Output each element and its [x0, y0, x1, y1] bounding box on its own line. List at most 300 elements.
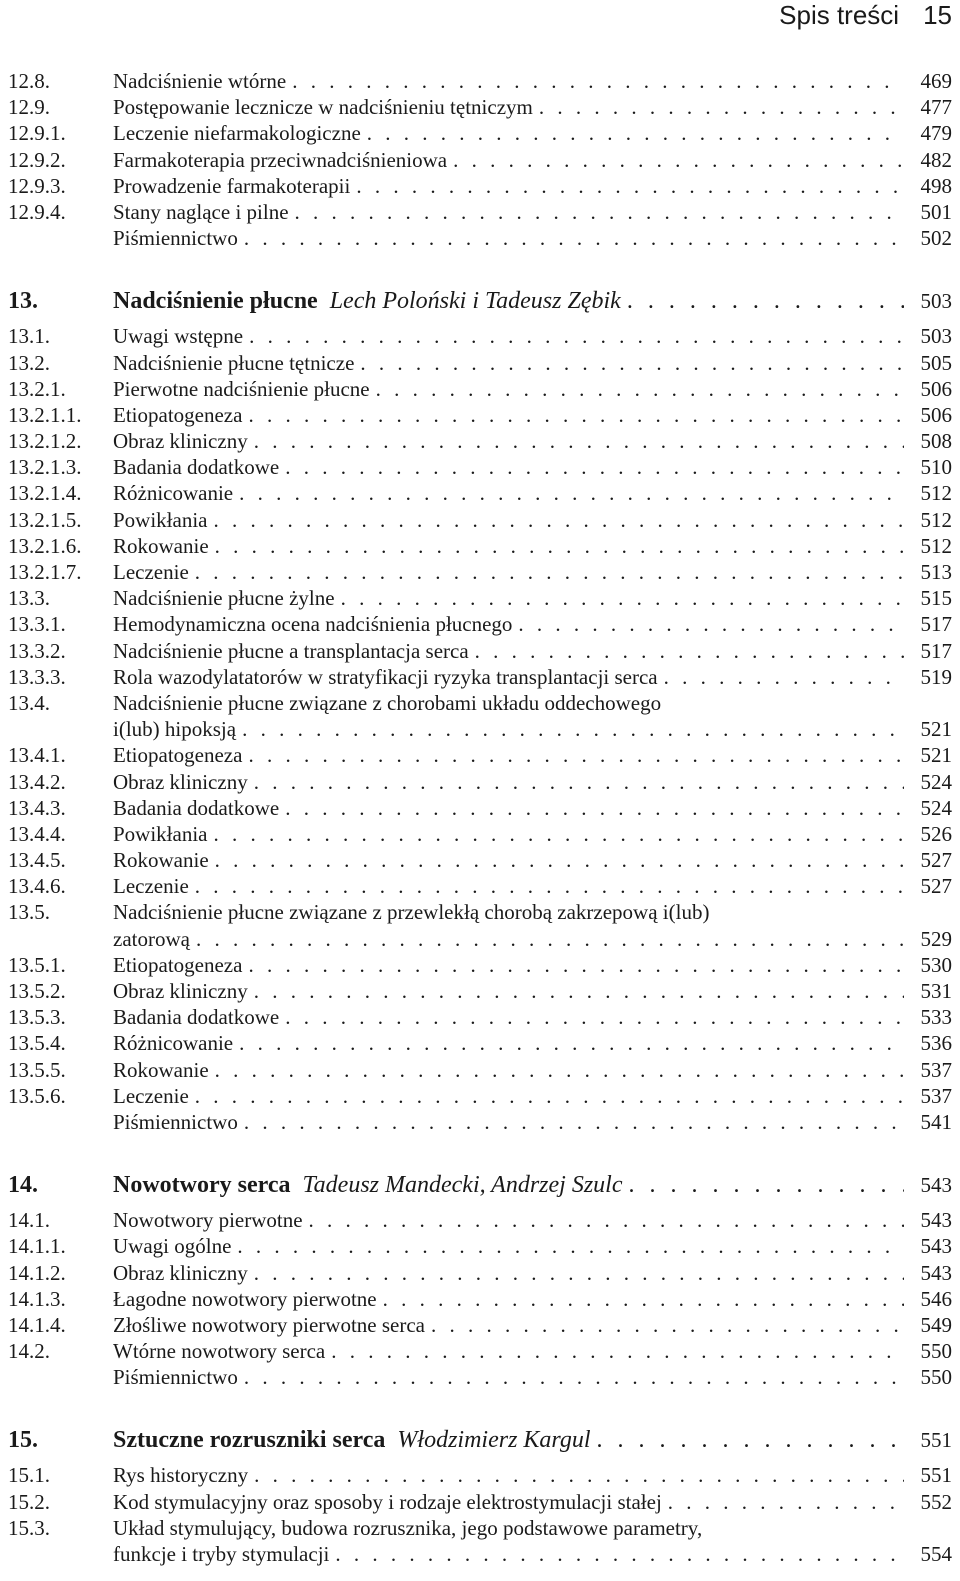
dot-leader — [238, 1109, 904, 1135]
entry-number: 13.2.1.3. — [8, 455, 82, 480]
entry-number: 13.4.3. — [8, 795, 66, 820]
entry-title-wrap — [113, 454, 904, 480]
entry-number: 13.2.1. — [8, 376, 66, 401]
page-reference: 533 — [920, 1005, 952, 1030]
dot-leader — [289, 199, 904, 225]
dot-leader — [279, 1004, 904, 1030]
section-title: Spis treści — [779, 0, 900, 30]
toc-entry-row[interactable] — [0, 94, 960, 120]
toc-entry-row[interactable] — [0, 507, 960, 533]
entry-title-wrap — [113, 1312, 904, 1338]
toc-entry-row[interactable] — [0, 1286, 960, 1312]
toc-entry-row[interactable] — [0, 638, 960, 664]
entry-title: Nadciśnienie płucne tętnicze — [113, 350, 355, 375]
page-reference: 537 — [920, 1057, 952, 1082]
page-reference: 508 — [920, 429, 952, 454]
toc-entry-row[interactable] — [0, 120, 960, 146]
entry-number: 13.2.1.1. — [8, 402, 82, 427]
entry-title-wrap — [113, 847, 904, 873]
entry-title-wrap — [113, 585, 904, 611]
entry-title-wrap — [113, 611, 904, 637]
page-reference: 501 — [920, 199, 952, 224]
entry-title: Różnicowanie — [113, 481, 234, 506]
entry-title: Nowotwory pierwotne — [113, 1208, 303, 1233]
dot-leader — [329, 1541, 904, 1567]
page-reference: 521 — [920, 743, 952, 768]
entry-title-wrap — [113, 926, 904, 952]
entry-title-wrap — [113, 664, 904, 690]
entry-title-wrap — [113, 821, 904, 847]
entry-number: 13.2.1.5. — [8, 507, 82, 532]
entry-title: Piśmiennictwo — [113, 1365, 238, 1390]
entry-title: Powikłania — [113, 821, 208, 846]
page-reference: 530 — [920, 952, 952, 977]
toc-entry-row[interactable] — [0, 323, 960, 349]
page-reference: 552 — [920, 1489, 952, 1514]
entry-number: 13.5.4. — [8, 1031, 66, 1056]
page-reference: 469 — [920, 69, 952, 93]
entry-number: 14.1.2. — [8, 1260, 66, 1285]
dot-leader — [286, 68, 904, 94]
toc-entry-row[interactable] — [0, 559, 960, 585]
dot-leader — [242, 402, 904, 428]
entry-number: 13.2.1.4. — [8, 481, 82, 506]
dot-leader — [248, 1260, 904, 1286]
page-reference: 527 — [920, 848, 952, 873]
dot-leader — [242, 742, 904, 768]
entry-title-wrap — [113, 225, 904, 251]
entry-title: Leczenie — [113, 1083, 189, 1108]
chapter-heading — [113, 279, 621, 323]
toc-entry-row[interactable] — [0, 1109, 960, 1135]
entry-number: 13.3.3. — [8, 664, 66, 689]
toc-chapter-row[interactable] — [0, 1418, 960, 1462]
entry-number: 13.4.1. — [8, 743, 66, 768]
dot-leader — [209, 533, 904, 559]
entry-title: Rokowanie — [113, 848, 209, 873]
dot-leader — [303, 1207, 904, 1233]
dot-leader — [236, 716, 904, 742]
page-reference: 503 — [920, 324, 952, 349]
entry-title: Rola wazodylatatorów w stratyfikacji ryzyka transplantacji serca — [113, 664, 658, 689]
chapter-heading — [113, 1418, 591, 1462]
page-reference: 536 — [920, 1031, 952, 1056]
page-reference: 524 — [920, 769, 952, 794]
entry-title-wrap — [113, 1030, 904, 1056]
chapter-spacer — [0, 251, 960, 273]
entry-title: Piśmiennictwo — [113, 1109, 238, 1134]
page-reference: 512 — [920, 481, 952, 506]
chapter-authors: Lech Poloński i Tadeusz Zębik — [329, 288, 621, 315]
entry-title: Postępowanie lecznicze w nadciśnieniu tętniczym — [113, 95, 533, 120]
entry-title: Etiopatogeneza — [113, 402, 243, 427]
entry-title-wrap — [113, 1515, 904, 1541]
chapter-title-wrap — [113, 279, 904, 323]
entry-title: Badania dodatkowe — [113, 795, 280, 820]
entry-number: 15.2. — [8, 1489, 50, 1514]
toc-entry-row[interactable] — [0, 68, 960, 94]
entry-number: 13.2.1.6. — [8, 533, 82, 558]
entry-number: 12.9. — [8, 95, 50, 120]
toc-entry-row[interactable] — [0, 795, 960, 821]
entry-title-wrap — [113, 873, 904, 899]
entry-title: Nadciśnienie płucne związane z chorobami układu oddechowego — [113, 690, 662, 715]
toc-entry-row[interactable] — [0, 742, 960, 768]
entry-title: Obraz kliniczny — [113, 1260, 248, 1285]
toc-entry-row[interactable] — [0, 1057, 960, 1083]
entry-title: Złośliwe nowotwory pierwotne serca — [113, 1312, 425, 1337]
page-reference: 477 — [920, 95, 952, 120]
page-reference: 537 — [920, 1083, 952, 1108]
page-number: 15 — [923, 0, 952, 30]
toc-entry-row[interactable] — [0, 873, 960, 899]
dot-leader — [354, 350, 904, 376]
entry-number: 12.9.2. — [8, 147, 66, 172]
toc-entry-row[interactable] — [0, 480, 960, 506]
entry-title-wrap — [113, 1260, 904, 1286]
dot-leader — [325, 1338, 904, 1364]
entry-number: 14.1.1. — [8, 1234, 66, 1259]
dot-leader — [189, 1083, 904, 1109]
entry-title-wrap — [113, 350, 904, 376]
entry-title-wrap — [113, 899, 904, 925]
page-reference: 541 — [920, 1109, 952, 1134]
entry-title-wrap — [113, 1338, 904, 1364]
entry-title: Powikłania — [113, 507, 208, 532]
toc-entry-row[interactable] — [0, 1030, 960, 1056]
dot-leader — [350, 173, 904, 199]
toc-entry-row[interactable] — [0, 350, 960, 376]
page-reference: 554 — [920, 1542, 952, 1566]
entry-number: 12.9.1. — [8, 121, 66, 146]
dot-leader — [279, 454, 904, 480]
entry-number: 12.9.3. — [8, 173, 66, 198]
toc-entry-row[interactable] — [0, 664, 960, 690]
dot-leader — [335, 585, 904, 611]
dot-leader — [377, 1286, 904, 1312]
toc-entry-row[interactable] — [0, 978, 960, 1004]
chapter-authors: Włodzimierz Kargul — [397, 1427, 591, 1454]
entry-title: Wtórne nowotwory serca — [113, 1339, 326, 1364]
entry-title: Nadciśnienie płucne a transplantacja serca — [113, 638, 469, 663]
chapter-spacer — [0, 1135, 960, 1157]
page-reference: 529 — [920, 926, 952, 951]
table-of-contents — [0, 68, 960, 1567]
entry-title-wrap — [113, 1109, 904, 1135]
entry-number: 13.4.2. — [8, 769, 66, 794]
entry-title-wrap — [113, 1541, 904, 1567]
dot-leader — [242, 952, 904, 978]
dot-leader — [658, 664, 904, 690]
entry-title: Farmakoterapia przeciwnadciśnieniowa — [113, 147, 448, 172]
dot-leader — [243, 323, 904, 349]
page-reference: 526 — [920, 821, 952, 846]
toc-entry-continuation[interactable] — [0, 926, 960, 952]
dot-leader — [447, 147, 904, 173]
page-reference: 506 — [920, 402, 952, 427]
toc-chapter-row[interactable] — [0, 1163, 960, 1207]
entry-title: Badania dodatkowe — [113, 455, 280, 480]
dot-leader — [623, 1163, 905, 1207]
dot-leader — [662, 1489, 904, 1515]
page-reference: 517 — [920, 612, 952, 637]
entry-title-wrap — [113, 1004, 904, 1030]
entry-number: 14.1. — [8, 1208, 50, 1233]
dot-leader — [248, 1462, 904, 1488]
entry-title-wrap — [113, 428, 904, 454]
toc-entry-row[interactable] — [0, 690, 960, 716]
toc-entry-row[interactable] — [0, 1462, 960, 1488]
dot-leader — [248, 978, 904, 1004]
dot-leader — [238, 225, 904, 251]
toc-chapter-row[interactable] — [0, 279, 960, 323]
toc-entry-row[interactable] — [0, 1515, 960, 1541]
running-head — [779, 0, 952, 40]
entry-title: Hemodynamiczna ocena nadciśnienia płucnego — [113, 612, 513, 637]
entry-number: 13.1. — [8, 324, 50, 349]
entry-title-wrap — [113, 323, 904, 349]
entry-title: Pierwotne nadciśnienie płucne — [113, 376, 370, 401]
entry-number: 13.3.2. — [8, 638, 66, 663]
entry-title-wrap — [113, 1207, 904, 1233]
toc-entry-row[interactable] — [0, 611, 960, 637]
entry-title: Stany naglące i pilne — [113, 199, 289, 224]
page-reference: 527 — [920, 874, 952, 899]
toc-entry-row[interactable] — [0, 899, 960, 925]
dot-leader — [591, 1418, 904, 1462]
entry-title: Leczenie niefarmakologiczne — [113, 121, 361, 146]
dot-leader — [512, 611, 904, 637]
chapter-authors: Tadeusz Mandecki, Andrzej Szulc — [302, 1172, 623, 1199]
toc-entry-row[interactable] — [0, 147, 960, 173]
entry-title: Leczenie — [113, 874, 189, 899]
chapter-number: 15. — [8, 1427, 38, 1454]
entry-title: Różnicowanie — [113, 1031, 234, 1056]
dot-leader — [189, 559, 904, 585]
entry-number: 13.4.6. — [8, 874, 66, 899]
page-reference: 524 — [920, 795, 952, 820]
entry-title-wrap — [113, 376, 904, 402]
chapter-title-wrap — [113, 1418, 904, 1462]
entry-title: Układ stymulujący, budowa rozrusznika, jego podstawowe parametry, — [113, 1515, 703, 1540]
page-reference: 498 — [920, 173, 952, 198]
dot-leader — [533, 94, 904, 120]
toc-entry-row[interactable] — [0, 1364, 960, 1390]
entry-title-wrap — [113, 1286, 904, 1312]
toc-entry-row[interactable] — [0, 769, 960, 795]
entry-title: Rokowanie — [113, 1057, 209, 1082]
dot-leader — [209, 1057, 904, 1083]
entry-title: Rys historyczny — [113, 1463, 249, 1488]
dot-leader — [189, 873, 904, 899]
toc-entry-row[interactable] — [0, 585, 960, 611]
entry-title-continuation: zatorową — [113, 926, 190, 951]
entry-number: 14.2. — [8, 1339, 50, 1364]
dot-leader — [248, 769, 904, 795]
page-reference: 551 — [920, 1428, 952, 1453]
entry-title: Nadciśnienie wtórne — [113, 69, 287, 93]
toc-entry-row[interactable] — [0, 1489, 960, 1515]
entry-number: 13.4.4. — [8, 821, 66, 846]
toc-entry-row[interactable] — [0, 454, 960, 480]
entry-title-continuation: funkcje i tryby stymulacji — [113, 1542, 330, 1566]
toc-entry-continuation[interactable] — [0, 716, 960, 742]
page-reference: 543 — [920, 1234, 952, 1259]
toc-entry-row[interactable] — [0, 1083, 960, 1109]
entry-title-wrap — [113, 120, 904, 146]
toc-entry-row[interactable] — [0, 847, 960, 873]
toc-entry-row[interactable] — [0, 533, 960, 559]
toc-entry-row[interactable] — [0, 952, 960, 978]
toc-entry-row[interactable] — [0, 1312, 960, 1338]
entry-title: Etiopatogeneza — [113, 952, 243, 977]
toc-entry-row[interactable] — [0, 1338, 960, 1364]
entry-title-wrap — [113, 402, 904, 428]
page-reference: 512 — [920, 507, 952, 532]
page-reference: 502 — [920, 226, 952, 251]
page-reference: 515 — [920, 586, 952, 611]
entry-title-wrap — [113, 795, 904, 821]
dot-leader — [190, 926, 904, 952]
entry-number: 13.5. — [8, 900, 50, 925]
entry-title: Kod stymulacyjny oraz sposoby i rodzaje elektrostymulacji stałej — [113, 1489, 662, 1514]
page-reference: 543 — [920, 1173, 952, 1198]
entry-title-wrap — [113, 716, 904, 742]
dot-leader — [248, 428, 904, 454]
entry-title-continuation: i(lub) hipoksją — [113, 717, 237, 742]
entry-number: 13.5.1. — [8, 952, 66, 977]
entry-title-wrap — [113, 638, 904, 664]
entry-title: Piśmiennictwo — [113, 226, 238, 251]
page-reference: 543 — [920, 1208, 952, 1233]
entry-title: Etiopatogeneza — [113, 743, 243, 768]
toc-entry-row[interactable] — [0, 1260, 960, 1286]
chapter-title: Nadciśnienie płucne — [113, 288, 318, 315]
entry-title-wrap — [113, 1083, 904, 1109]
dot-leader — [209, 847, 904, 873]
page-reference: 549 — [920, 1312, 952, 1337]
chapter-number: 13. — [8, 288, 38, 315]
entry-title-wrap — [113, 952, 904, 978]
entry-number: 12.8. — [8, 69, 50, 93]
page-reference: 531 — [920, 979, 952, 1003]
entry-title-wrap — [113, 147, 904, 173]
entry-title-wrap — [113, 94, 904, 120]
entry-number: 12.9.4. — [8, 199, 66, 224]
dot-leader — [233, 480, 904, 506]
entry-title: Badania dodatkowe — [113, 1005, 280, 1030]
entry-number: 13.2.1.2. — [8, 429, 82, 454]
entry-title: Obraz kliniczny — [113, 769, 248, 794]
entry-title: Łagodne nowotwory pierwotne — [113, 1286, 377, 1311]
page-reference: 506 — [920, 376, 952, 401]
dot-leader — [233, 1030, 904, 1056]
page-reference: 479 — [920, 121, 952, 146]
entry-number: 13.2. — [8, 350, 50, 375]
dot-leader — [370, 376, 904, 402]
entry-number: 13.5.6. — [8, 1083, 66, 1108]
toc-entry-row[interactable] — [0, 821, 960, 847]
page-reference: 521 — [920, 717, 952, 742]
entry-title: Leczenie — [113, 560, 189, 584]
toc-entry-row[interactable] — [0, 199, 960, 225]
entry-title: Rokowanie — [113, 533, 209, 558]
page-reference: 512 — [920, 533, 952, 558]
entry-title-wrap — [113, 533, 904, 559]
entry-number: 13.2.1.7. — [8, 560, 82, 584]
page-reference: 550 — [920, 1339, 952, 1364]
entry-number: 13.5.5. — [8, 1057, 66, 1082]
toc-entry-row[interactable] — [0, 1233, 960, 1259]
entry-title-wrap — [113, 68, 904, 94]
dot-leader — [425, 1312, 904, 1338]
chapter-spacer — [0, 1390, 960, 1412]
toc-entry-row[interactable] — [0, 1207, 960, 1233]
dot-leader — [621, 279, 904, 323]
page-reference: 550 — [920, 1365, 952, 1390]
toc-entry-row[interactable] — [0, 173, 960, 199]
entry-title: Uwagi ogólne — [113, 1234, 232, 1259]
toc-entry-row[interactable] — [0, 428, 960, 454]
page-reference: 517 — [920, 638, 952, 663]
toc-entry-row[interactable] — [0, 402, 960, 428]
entry-title-wrap — [113, 978, 904, 1004]
entry-title-wrap — [113, 1364, 904, 1390]
chapter-number: 14. — [8, 1172, 38, 1199]
entry-number: 13.4.5. — [8, 848, 66, 873]
entry-number: 15.3. — [8, 1515, 50, 1540]
page-reference: 513 — [920, 560, 952, 584]
page-reference: 482 — [920, 147, 952, 172]
dot-leader — [279, 795, 904, 821]
entry-number: 13.5.2. — [8, 979, 66, 1003]
entry-title-wrap — [113, 1462, 904, 1488]
entry-title: Obraz kliniczny — [113, 429, 248, 454]
entry-title: Nadciśnienie płucne żylne — [113, 586, 335, 611]
entry-number: 14.1.4. — [8, 1312, 66, 1337]
entry-title: Prowadzenie farmakoterapii — [113, 173, 351, 198]
page-reference: 551 — [920, 1463, 952, 1488]
page-reference: 546 — [920, 1286, 952, 1311]
page-reference: 503 — [920, 289, 952, 314]
entry-number: 13.3.1. — [8, 612, 66, 637]
dot-leader — [208, 821, 905, 847]
page-reference: 519 — [920, 664, 952, 689]
chapter-title: Sztuczne rozruszniki serca — [113, 1427, 386, 1454]
entry-title-wrap — [113, 769, 904, 795]
entry-title-wrap — [113, 480, 904, 506]
entry-number: 14.1.3. — [8, 1286, 66, 1311]
entry-number: 15.1. — [8, 1463, 50, 1488]
page-reference: 510 — [920, 455, 952, 480]
page-reference: 505 — [920, 350, 952, 375]
chapter-title: Nowotwory serca — [113, 1172, 291, 1199]
entry-title-wrap — [113, 1057, 904, 1083]
entry-number: 13.3. — [8, 586, 50, 611]
entry-title-wrap — [113, 690, 904, 716]
entry-title-wrap — [113, 1233, 904, 1259]
toc-entry-continuation[interactable] — [0, 1541, 960, 1567]
dot-leader — [231, 1233, 904, 1259]
entry-title-wrap — [113, 559, 904, 585]
page-reference: 543 — [920, 1260, 952, 1285]
entry-title-wrap — [113, 742, 904, 768]
entry-title: Uwagi wstępne — [113, 324, 244, 349]
toc-entry-row[interactable] — [0, 376, 960, 402]
toc-entry-row[interactable] — [0, 225, 960, 251]
entry-title-wrap — [113, 173, 904, 199]
toc-entry-row[interactable] — [0, 1004, 960, 1030]
